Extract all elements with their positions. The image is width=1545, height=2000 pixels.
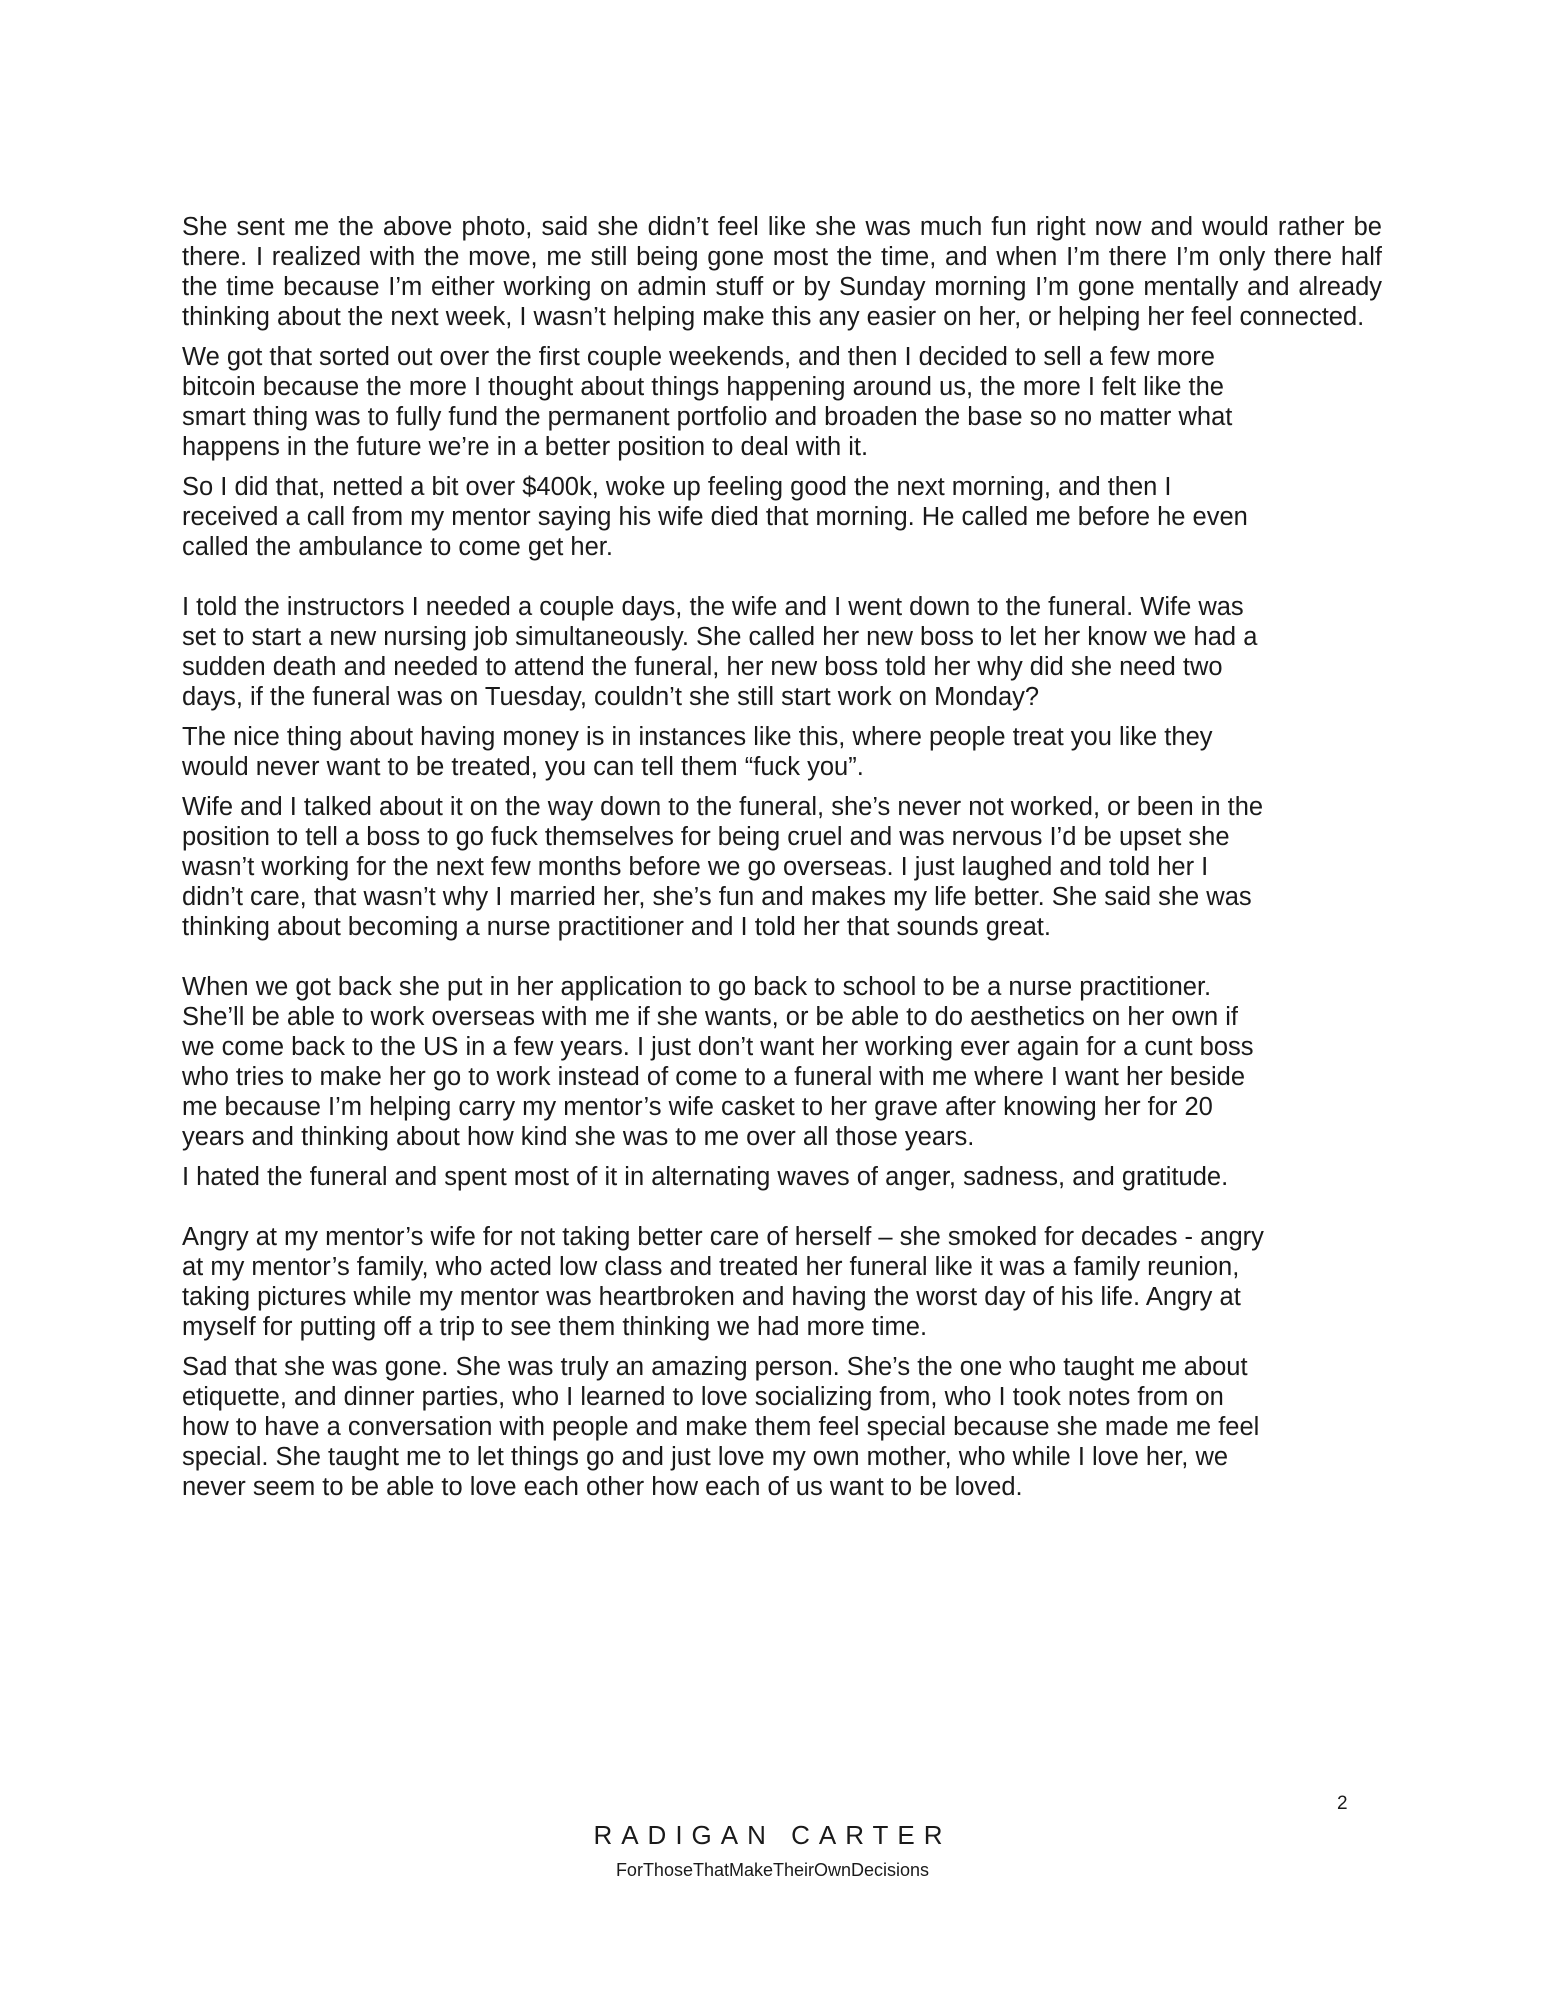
footer-tagline: ForThoseThatMakeTheirOwnDecisions <box>615 1860 930 1880</box>
paragraph: Wife and I talked about it on the way down to the funeral, she’s never not worked, or been in the position to tell a boss to go fuck themselves for being cruel and was nervous I’d be upset she wasn’t working for the next few months before we go overseas. I just laughed and told her I didn’t care, that wasn’t why I married her, she’s fun and makes my life better. She said she was thinking about becoming a nurse practitioner and I told her that sounds great. <box>182 793 1264 941</box>
paragraph: She sent me the above photo, said she didn’t feel like she was much fun right now and would rather be there. I realized with the move, me still being gone most the time, and when I’m there I’m only there half the time because I’m either working on admin stuff or by Sunday morning I’m gone mentally and already thinking about the next week, I wasn’t helping make this any easier on her, or helping her feel connected. <box>182 213 1382 331</box>
paragraph: I hated the funeral and spent most of it in alternating waves of anger, sadness, and gratitude. <box>182 1163 1229 1191</box>
footer-brand: RADIGAN CARTER <box>593 1820 952 1850</box>
paragraph: Sad that she was gone. She was truly an amazing person. She’s the one who taught me about etiquette, and dinner parties, who I learned to love socializing from, who I took notes from on how to have a conversation with people and make them feel special because she made me feel special. She taught me to let things go and just love my own mother, who while I love her, we never seem to be able to love each other how each of us want to be loved. <box>182 1353 1260 1501</box>
page-number: 2 <box>1337 1793 1348 1814</box>
body-text <box>182 212 1382 1502</box>
paragraph: When we got back she put in her application to go back to school to be a nurse practitioner. She’ll be able to work overseas with me if she wants, or be able to do aesthetics on her own if we come back to the US in a few years. I just don’t want her working ever again for a cunt boss who tries to make her go to work instead of come to a funeral with me where I want her beside me because I’m helping carry my mentor’s wife casket to her grave after knowing her for 20 years and thinking about how kind she was to me over all those years. <box>182 973 1254 1151</box>
paragraph: We got that sorted out over the first couple weekends, and then I decided to sell a few more bitcoin because the more I thought about things happening around us, the more I felt like the smart thing was to fully fund the permanent portfolio and broaden the base so no matter what happens in the future we’re in a better position to deal with it. <box>182 343 1233 461</box>
paragraph: The nice thing about having money is in instances like this, where people treat you like they would never want to be treated, you can tell them “fuck you”. <box>182 723 1213 781</box>
paragraph: I told the instructors I needed a couple days, the wife and I went down to the funeral. Wife was set to start a new nursing job simultaneously. She called her new boss to let her know we had a sudden death and needed to attend the funeral, her new boss told her why did she need two days, if the funeral was on Tuesday, couldn’t she still start work on Monday? <box>182 593 1258 711</box>
paragraph: Angry at my mentor’s wife for not taking better care of herself – she smoked for decades - angry at my mentor’s family, who acted low class and treated her funeral like it was a family reunion, taking pictures while my mentor was heartbroken and having the worst day of his life. Angry at myself for putting off a trip to see them thinking we had more time. <box>182 1223 1264 1341</box>
paragraph: So I did that, netted a bit over $400k, woke up feeling good the next morning, and then I received a call from my mentor saying his wife died that morning. He called me before he even called the ambulance to come get her. <box>182 473 1248 561</box>
